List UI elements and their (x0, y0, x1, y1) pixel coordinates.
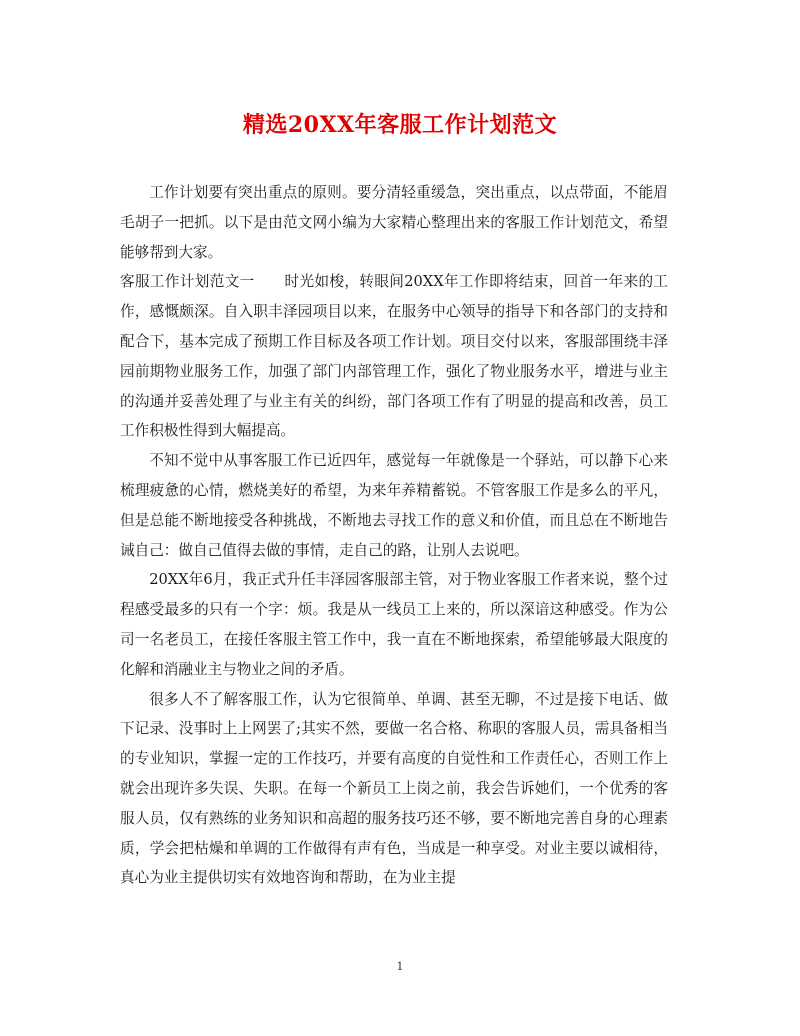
paragraph-intro: 工作计划要有突出重点的原则。要分清轻重缓急，突出重点，以点带面，不能眉毛胡子一把抓。以下是由范文网小编为大家精心整理出来的客服工作计划范文，希望能够帮到大家。 (120, 184, 668, 261)
document-body (120, 178, 668, 893)
paragraph: 20XX年6月，我正式升任丰泽园客服部主管，对于物业客服工作者来说，整个过程感受最多的只有一个字：烦。我是从一线员工上来的，所以深谙这种感受。作为公司一名老员工，在接任客服主管工作中，我一直在不断地探索，希望能够最大限度的化解和消融业主与物业之间的矛盾。 (120, 571, 668, 678)
paragraph: 不知不觉中从事客服工作已近四年，感觉每一年就像是一个驿站，可以静下心来梳理疲惫的心情，燃烧美好的希望，为来年养精蓄锐。不管客服工作是多么的平凡，但是总能不断地接受各种挑战，不断地去寻找工作的意义和价值，而且总在不断地告诫自己：做自己值得去做的事情，走自己的路，让别人去说吧。 (120, 452, 668, 559)
page-number: 1 (396, 960, 404, 973)
paragraph: 很多人不了解客服工作，认为它很简单、单调、甚至无聊，不过是接下电话、做下记录、没事时上上网罢了;其实不然，要做一名合格、称职的客服人员，需具备相当的专业知识，掌握一定的工作技巧，并要有高度的自觉性和工作责任心，否则工作上就会出现许多失误、失职。在每一个新员工上岗之前，我会告诉她们，一个优秀的客服人员，仅有熟练的业务知识和高超的服务技巧还不够，要不断地完善自身的心理素质，学会把枯燥和单调的工作做得有声有色，当成是一种享受。对业主要以诚相待，真心为业主提供切实有效地咨询和帮助，在为业主提 (120, 690, 668, 887)
paragraph-sample-one: 客服工作计划范文一 时光如梭，转眼间20XX年工作即将结束，回首一年来的工作，感慨颇深。自入职丰泽园项目以来，在服务中心领导的指导下和各部门的支持和配合下，基本完成了预期工作目标及各项工作计划。项目交付以来，客服部围绕丰泽园前期物业服务工作，加强了部门内部管理工作，强化了物业服务水平，增进与业主的沟通并妥善处理了与业主有关的纠纷，部门各项工作有了明显的提高和改善，员工工作积极性得到大幅提高。 (120, 273, 668, 440)
document-title: 精选20XX年客服工作计划范文 (242, 112, 558, 138)
